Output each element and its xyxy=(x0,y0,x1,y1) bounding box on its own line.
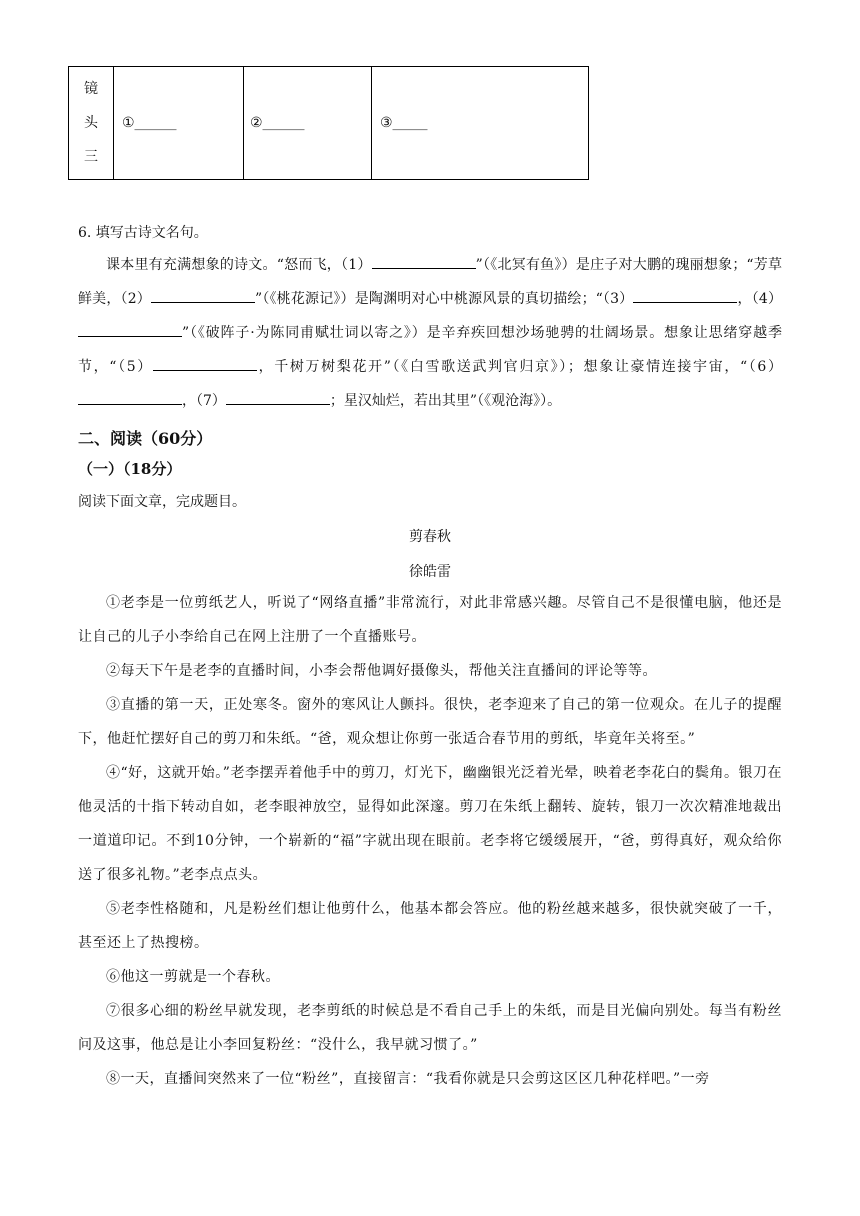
article-paragraph: ①老李是一位剪纸艺人，听说了“网络直播”非常流行，对此非常感兴趣。尽管自己不是很懂电脑，他还是让自己的儿子小李给自己在网上注册了一个直播账号。 xyxy=(78,595,782,645)
lens-label-char: 三 xyxy=(84,149,98,165)
blank-1[interactable] xyxy=(372,254,476,269)
lens-label-cell xyxy=(69,67,114,180)
q6-text: ，千树万树梨花开”（《白雪歌送武判官归京》）；想象让豪情连接宇宙，“（6） xyxy=(256,359,782,375)
lens-label-char: 头 xyxy=(84,115,98,131)
article-body xyxy=(78,586,782,1096)
table-cell-blank-3[interactable]: ③_____ xyxy=(372,67,589,180)
blank-5[interactable] xyxy=(153,356,257,371)
table-cell-blank-2[interactable]: ②______ xyxy=(244,67,372,180)
article-paragraph: ⑤老李性格随和，凡是粉丝们想让他剪什么，他基本都会答应。他的粉丝越来越多，很快就突破了一千，甚至还上了热搜榜。 xyxy=(78,901,782,951)
article-author: 徐皓雷 xyxy=(409,564,451,580)
q6-text: ”（《北冥有鱼》）是庄子对大鹏的瑰丽想象；“芳草鲜美，（2） xyxy=(78,257,782,307)
q6-text: ”（《桃花源记》）是陶渊明对心中桃源风景的真切描绘；“（3） xyxy=(254,291,634,307)
question-6-title: 6. 填写古诗文名句。 xyxy=(78,225,208,241)
article-paragraph: ⑥他这一剪就是一个春秋。 xyxy=(106,969,280,985)
q6-text: ，（7） xyxy=(182,393,226,409)
blank-3[interactable] xyxy=(633,288,737,303)
blank-7[interactable] xyxy=(226,390,330,405)
q6-text: ，（4） xyxy=(737,291,782,307)
article-paragraph: ③直播的第一天，正处寒冬。窗外的寒风让人颤抖。很快，老李迎来了自己的第一位观众。在儿子的提醒下，他赶忙摆好自己的剪刀和朱纸。“爸，观众想让你剪一张适合春节用的剪纸，毕竟年关将至。” xyxy=(78,697,782,747)
q6-text: ；星汉灿烂，若出其里”（《观沧海》）。 xyxy=(329,393,562,409)
blank-6[interactable] xyxy=(78,390,182,405)
lens-table xyxy=(68,66,589,180)
article-paragraph: ⑧一天，直播间突然来了一位“粉丝”，直接留言：“我看你就是只会剪这区区几种花样吧。”一旁 xyxy=(106,1071,710,1087)
q6-text: ”（《破阵子·为陈同甫赋壮词以寄之》）是辛弃疾回想沙场驰骋的壮阔场景。想象让思绪穿越季节，“（5） xyxy=(78,325,782,375)
blank-2[interactable] xyxy=(151,288,255,303)
section-heading: 二、阅读（60分） xyxy=(78,429,213,448)
section-subheading: （一）（18分） xyxy=(78,460,182,478)
reading-instruction: 阅读下面文章，完成题目。 xyxy=(78,494,246,510)
question-6-body xyxy=(78,248,782,418)
article-paragraph: ⑦很多心细的粉丝早就发现，老李剪纸的时候总是不看自己手上的朱纸，而是目光偏向别处。每当有粉丝问及这事，他总是让小李回复粉丝：“没什么，我早就习惯了。” xyxy=(78,1003,782,1053)
article-paragraph: ②每天下午是老李的直播时间，小李会帮他调好摄像头，帮他关注直播间的评论等等。 xyxy=(106,663,657,679)
article-title: 剪春秋 xyxy=(409,529,451,545)
table-cell-blank-1[interactable]: ①______ xyxy=(114,67,244,180)
article-paragraph: ④“好，这就开始。”老李摆弄着他手中的剪刀，灯光下，幽幽银光泛着光晕，映着老李花白的鬓角。银刀在他灵活的十指下转动自如，老李眼神放空，显得如此深邃。剪刀在朱纸上翻转、旋转，银刀一次次精准地裁出一道道印记。不到10分钟，一个崭新的“福”字就出现在眼前。老李将它缓缓展开，“爸，剪得真好，观众给你送了很多礼物。”老李点点头。 xyxy=(78,765,782,883)
q6-text: 课本里有充满想象的诗文。“怒而飞，（1） xyxy=(106,257,372,273)
lens-label-char: 镜 xyxy=(84,81,98,97)
blank-4[interactable] xyxy=(78,322,182,337)
